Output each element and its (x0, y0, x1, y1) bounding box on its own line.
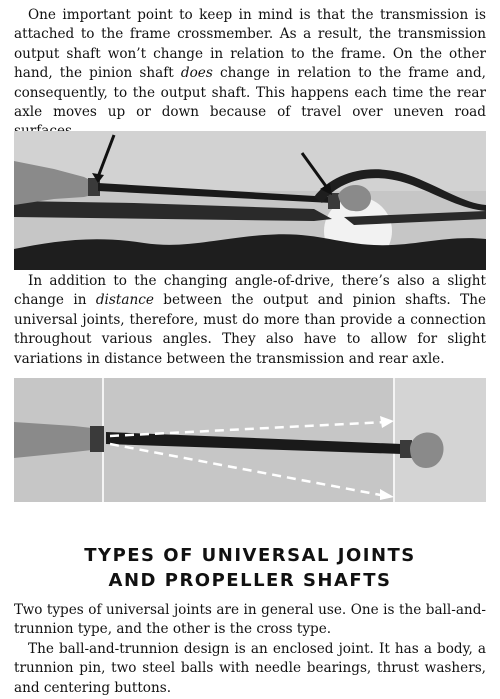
section-heading (0, 543, 500, 593)
paragraph-text: change in relation to the frame and, consequently, to the output shaft. This happens each time the rear axle moves up or down because of travel over uneven road (14, 65, 486, 121)
output-yoke (90, 426, 104, 452)
emphasis-distance: distance (95, 292, 154, 309)
figure-rear-axle-travel (14, 131, 486, 270)
heading-line-2: AND PROPELLER SHAFTS (108, 570, 392, 591)
paragraph-text: between the output and pinion shafts. The universal joints, therefore, must do more than provide a connection throughout various angles. They also have to allow for slight variations in distance between the transmission and rear axle. (14, 292, 486, 367)
paragraph-ball-and-trunnion: The ball-and-trunnion design is an enclosed joint. It has a body, a trunnion pin, two steel balls with needle bearings, thrust washers, and centering buttons. (14, 641, 486, 696)
figure-shaft-length-variation (14, 378, 486, 502)
paragraph-text: One important point to keep in mind is that the transmission is attached to the frame crossmember. As a result, the transmission output shaft won’t change in relation to the frame. On the other hand, the pinion shaft (14, 7, 486, 82)
emphasis-does: does (180, 65, 213, 82)
shaft-length-illustration (14, 378, 486, 502)
paragraph-changing-distance (14, 272, 486, 369)
heading-line-1: TYPES OF UNIVERSAL JOINTS (84, 545, 416, 566)
rear-axle-illustration (14, 131, 486, 270)
paragraph-joint-types: Two types of universal joints are in general use. One is the ball-and-trunnion type, and the other is the cross type. (14, 602, 486, 638)
paragraph-text: In addition to the changing angle-of-drive, there’s also a slight change in (14, 273, 486, 309)
paragraph-transmission-frame (14, 6, 486, 142)
